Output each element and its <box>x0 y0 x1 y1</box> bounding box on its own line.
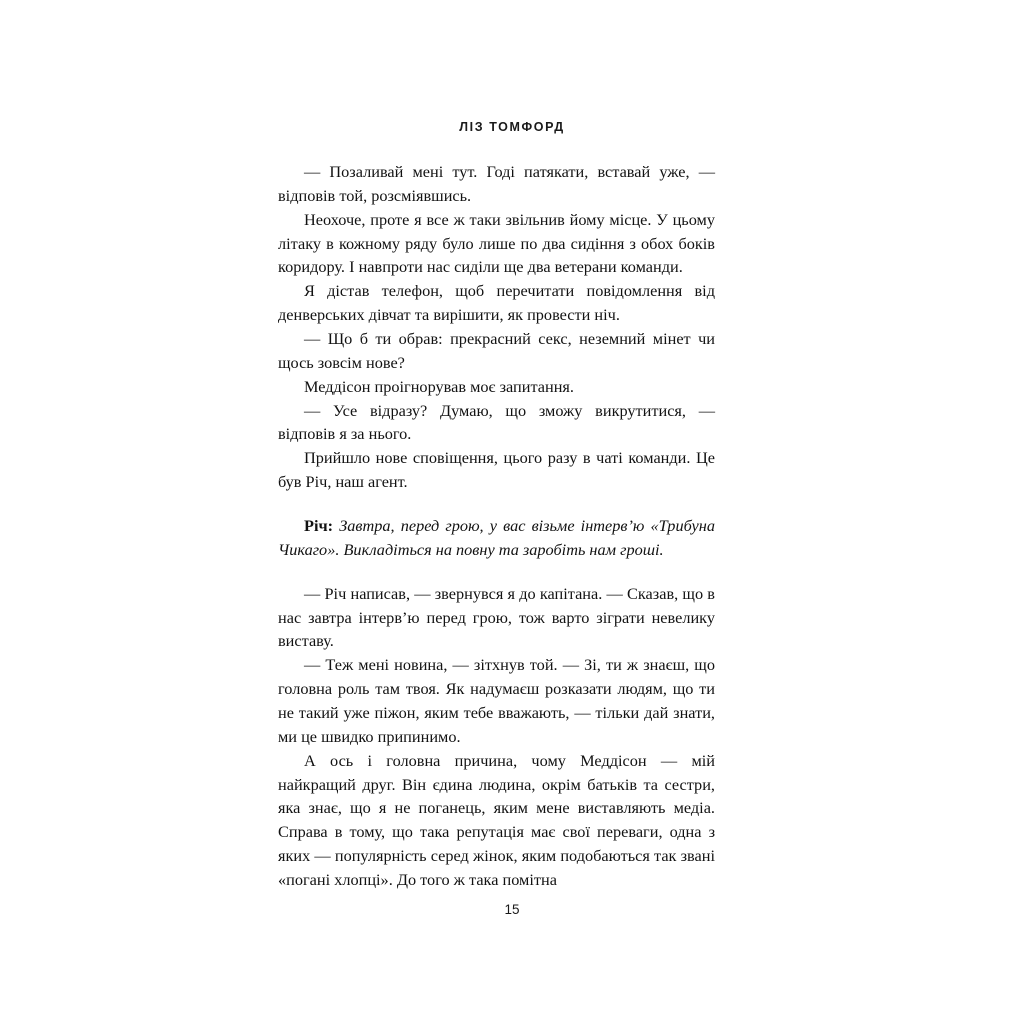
message-sender: Річ: <box>304 516 334 536</box>
paragraph: А ось і головна причина, чому Меддісон — мій найкращий друг. Він єдина людина, окрім батьків та сестри, яка знає, що я не поганець, яким мене виставляють медіа. Справа в тому, що така репутація має свої переваги, одна з яких — популярність серед жінок, яким подобаються так звані «погані хлопці». До того ж така помітна <box>278 750 715 890</box>
paragraph: Неохоче, проте я все ж таки звільнив йому місце. У цьому літаку в кожному ряду було лише по два сидіння з обох боків коридору. І навпроти нас сиділи ще два ветерани команди. <box>278 209 715 277</box>
paragraph: — Позаливай мені тут. Годі патякати, вставай уже, — відповів той, розсміявшись. <box>278 162 715 205</box>
body-text <box>278 160 715 892</box>
chat-message <box>278 514 715 562</box>
paragraph: Прийшло нове сповіщення, цього разу в чаті команди. Це був Річ, наш агент. <box>278 448 715 492</box>
paragraph: — Що б ти обрав: прекрасний секс, неземний мінет чи щось зовсім нове? <box>278 329 715 372</box>
paragraph: — Усе відразу? Думаю, що зможу викрутитися, — відповів я за нього. <box>278 400 715 444</box>
message-text: Завтра, перед грою, у вас візьме інтерв’ю «Трибуна Чикаго». Викладіться на повну та заробіть нам гроші. <box>278 516 715 559</box>
paragraph: — Теж мені новина, — зітхнув той. — Зі, ти ж знаєш, що головна роль там твоя. Як надумаєш розказати людям, що ти не такий уже піжон, яким тебе вважають, — тільки дай знати, ми це швидко припинимо. <box>278 655 715 746</box>
paragraph: Я дістав телефон, щоб перечитати повідомлення від денверських дівчат та вирішити, як провести ніч. <box>278 281 715 325</box>
running-head: ЛІЗ ТОМФОРД <box>459 120 565 134</box>
page-number: 15 <box>504 902 520 917</box>
paragraph: Меддісон проігнорував моє запитання. <box>304 376 574 396</box>
paragraph: — Річ написав, — звернувся я до капітана. — Сказав, що в нас завтра інтерв’ю перед грою, тож варто зіграти невелику виставу. <box>278 583 715 651</box>
